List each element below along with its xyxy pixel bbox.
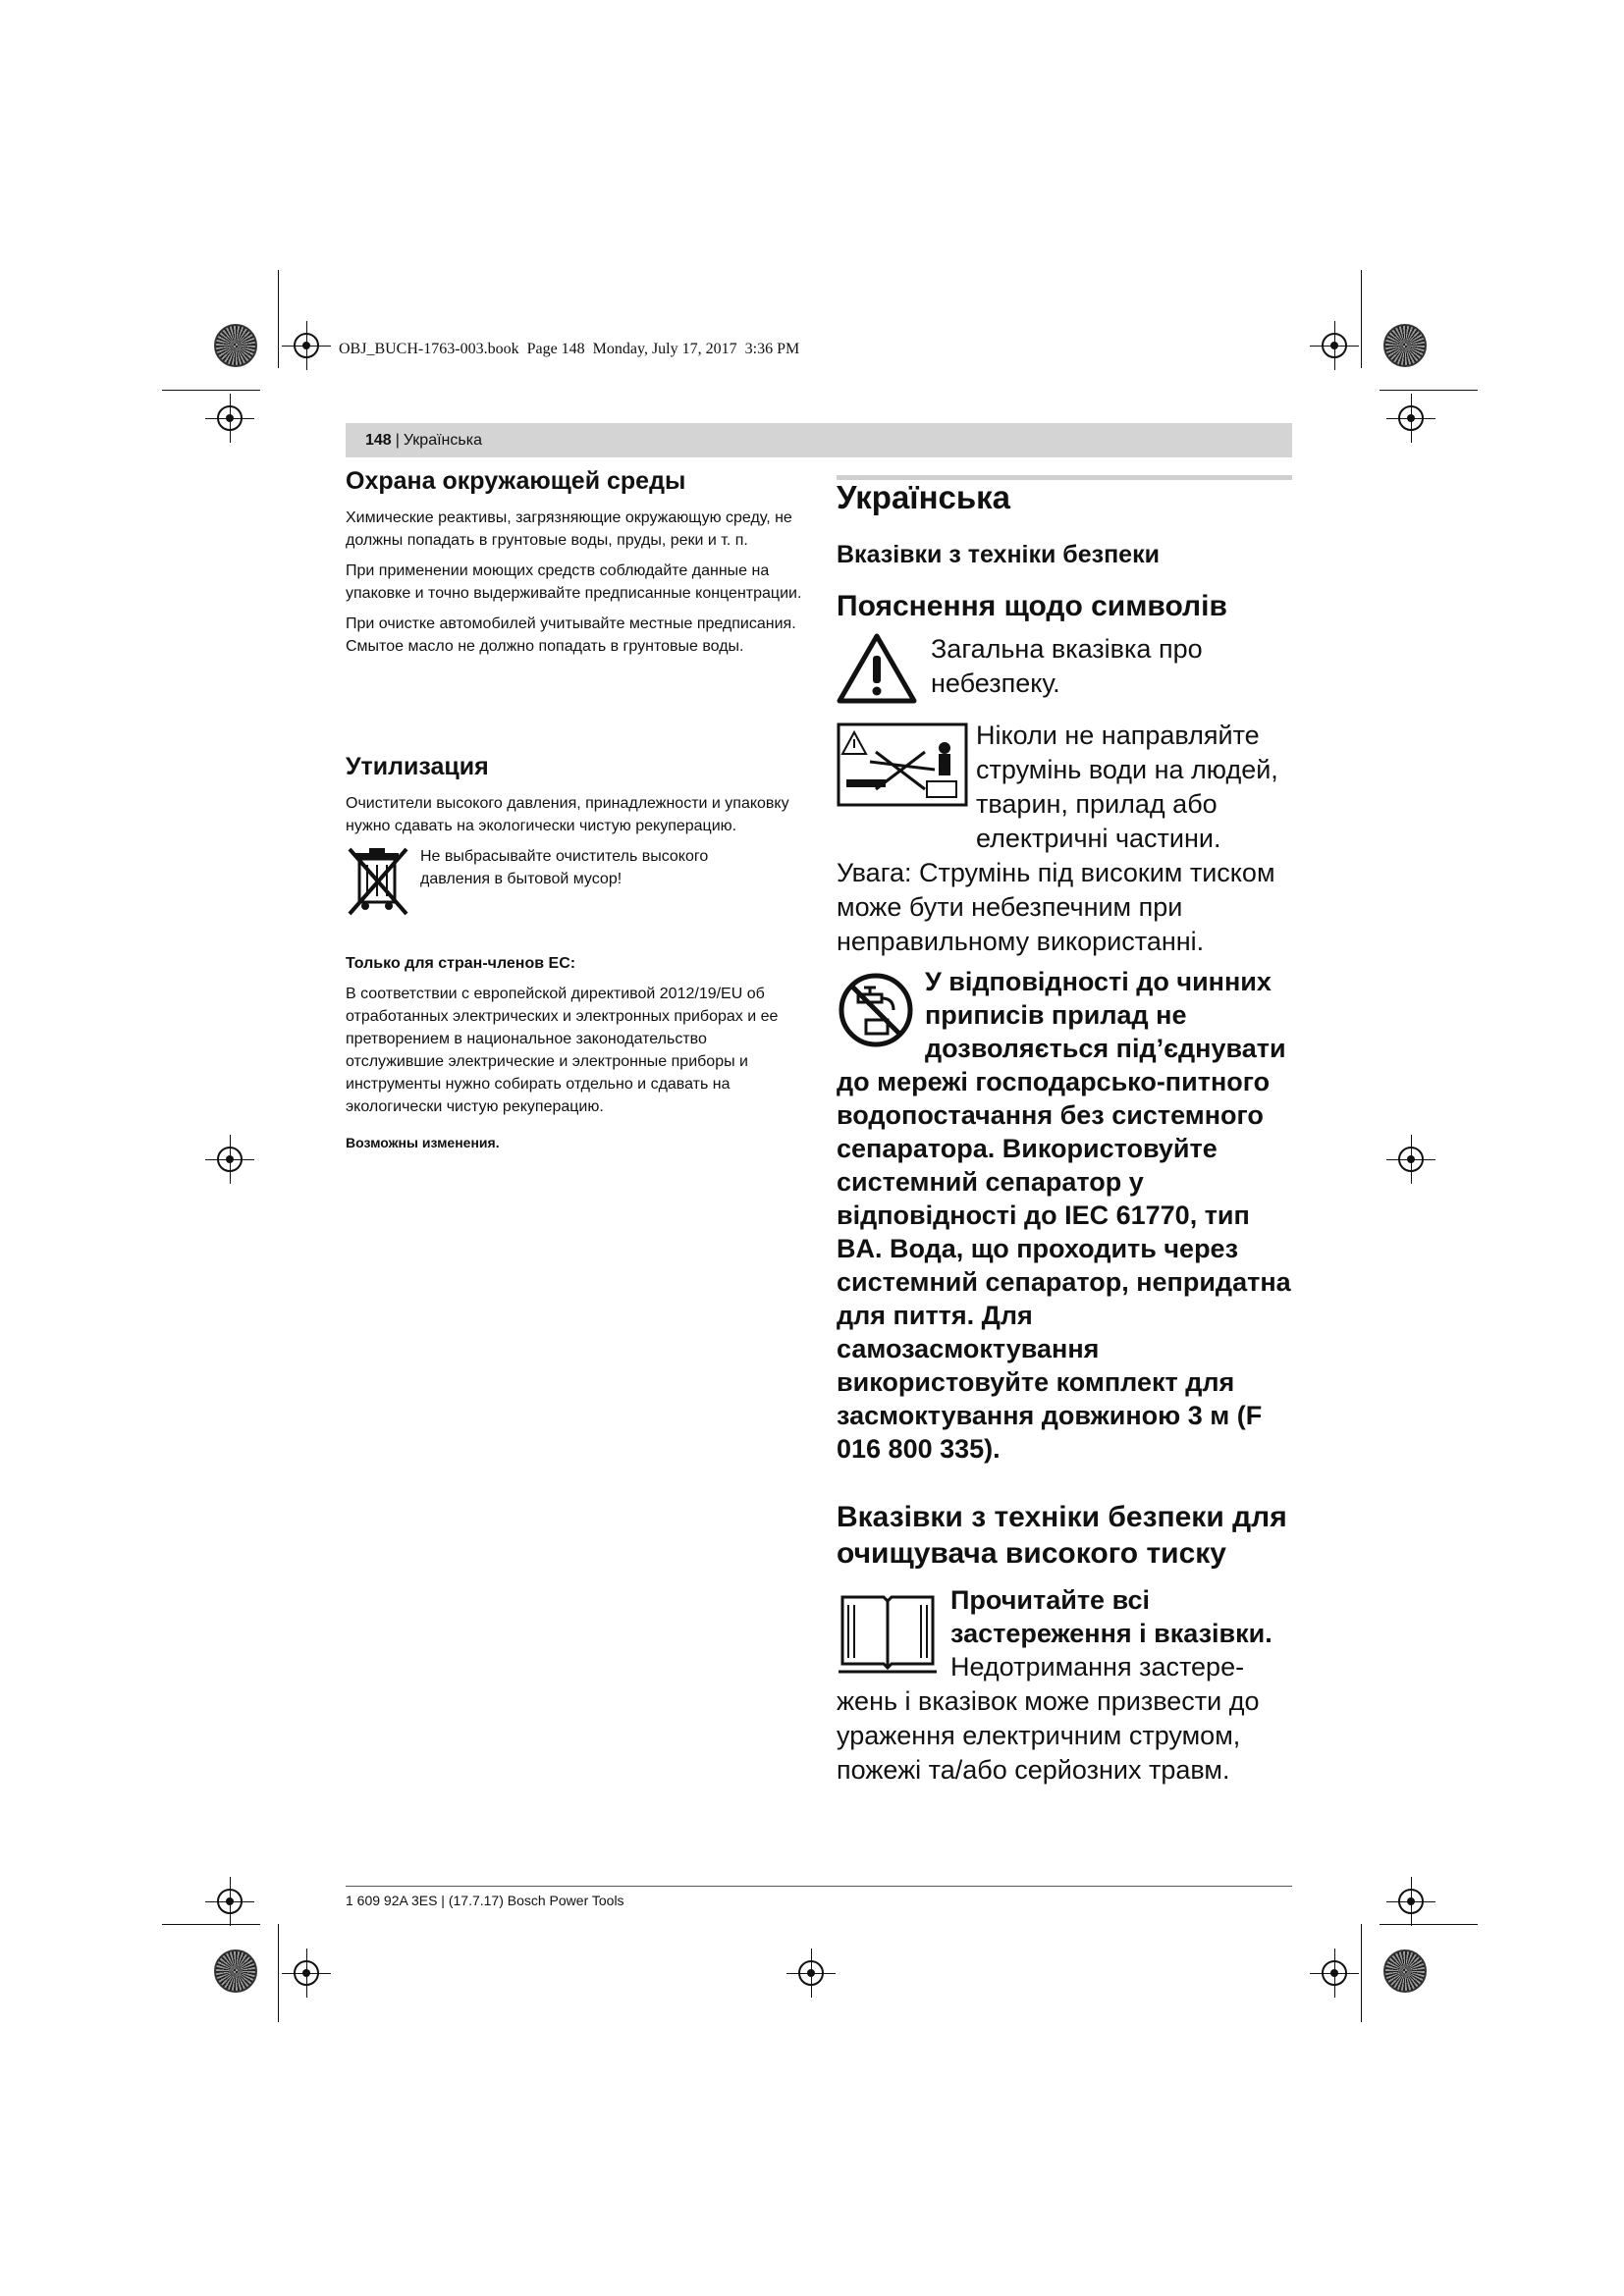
- read-warnings-body: жень і вказівок може призвести до ураження електричним струмом, пожежі та/або серйозних травм.: [837, 1686, 1260, 1785]
- crop-mark: [278, 1924, 279, 2022]
- read-warnings-bold: Прочитайте всі застереження і вказівки.: [950, 1585, 1272, 1648]
- manual-book-icon: [837, 1587, 939, 1678]
- eu-text: В соответствии с европейской директивой 2012/19/EU об отработанных электрических и электронных приборах и ее претворением в национальное законодательство отслужившие электрические и электронные приборы и инструменты нужно собирать отдельно и сдавать на экологически чистую рекуперацию.: [346, 986, 779, 1115]
- page-header: 148 | Українська: [346, 423, 1292, 457]
- cleaner-safety-title: Вказівки з техніки безпеки для очищувача високого тиску: [837, 1501, 1287, 1570]
- environment-paragraph: При применении моющих средств соблюдайте данные на упаковке и точно выдерживайте предписанные концентрации.: [346, 562, 802, 602]
- changes-note: Возможны изменения.: [346, 1135, 500, 1150]
- color-rosette-icon: [214, 1949, 257, 1993]
- crop-mark: [162, 1924, 260, 1925]
- no-drinking-water-icon: [837, 971, 915, 1049]
- color-rosette-icon: [1383, 324, 1427, 367]
- crop-mark: [278, 270, 279, 368]
- symbols-title: Пояснення щодо символів: [837, 590, 1227, 622]
- header-language: Українська: [403, 431, 482, 449]
- read-warnings-head: Недотримання застере-: [950, 1652, 1245, 1682]
- registration-mark-icon: [217, 405, 243, 431]
- water-notice-head: У відповідності до чинних приписів прилад не дозволяється під’єднувати: [925, 967, 1286, 1063]
- bin-warning-text: Не выбрасывайте очиститель высокого давления в бытовой мусор!: [420, 848, 709, 887]
- eu-title: Только для стран-членов ЕС:: [346, 955, 576, 972]
- color-rosette-icon: [1383, 1949, 1427, 1993]
- safety-title: Вказівки з техніки безпеки: [837, 541, 1160, 568]
- crop-mark: [162, 390, 260, 391]
- registration-mark-icon: [217, 1889, 243, 1914]
- no-spray-text: Ніколи не направляйте струмінь води на людей, тварин, прилад або електричні частини.: [976, 721, 1278, 853]
- registration-mark-icon: [217, 1147, 243, 1172]
- warning-triangle-icon: [837, 632, 917, 705]
- no-spray-label-icon: [837, 722, 968, 807]
- environment-paragraph: Химические реактивы, загрязняющие окружающую среду, не должны попадать в грунтовые воды, пруды, реки и т. п.: [346, 509, 792, 549]
- registration-mark-icon: [1322, 333, 1347, 358]
- print-info: OBJ_BUCH-1763-003.book Page 148 Monday, July 17, 2017 3:36 PM: [339, 341, 800, 357]
- page-number: 148: [365, 431, 392, 449]
- general-warning-text: Загальна вказівка про небезпеку.: [931, 634, 1203, 698]
- registration-mark-icon: [294, 333, 319, 358]
- water-notice-body: до мережі господарсько-питного водопостачання без системного сепаратора. Використовуйте системний сепаратор у відповідності до IEC 61770, тип BA. Вода, що проходить через системний сепаратор, непридатна для пиття. Для самозасмоктування використовуйте комплект для засмоктування довжиною 3 м (F 016 800 335).: [837, 1067, 1291, 1464]
- registration-mark-icon: [1322, 1960, 1347, 1986]
- crop-mark: [1380, 390, 1478, 391]
- disposal-paragraph: Очистители высокого давления, принадлежности и упаковку нужно сдавать на экологически чистую рекуперацию.: [346, 795, 789, 834]
- disposal-section: [346, 751, 807, 1162]
- registration-mark-icon: [798, 1960, 824, 1986]
- crossed-bin-icon: [346, 845, 410, 923]
- footer-rule: [346, 1886, 1292, 1887]
- environment-title: Охрана окружающей среды: [346, 467, 686, 495]
- footer-text: 1 609 92A 3ES | (17.7.17) Bosch Power Tools: [346, 1893, 624, 1908]
- attention-text: Увага: Струмінь під високим тиском може бути небезпечним при неправильному використанні.: [837, 858, 1275, 956]
- disposal-title: Утилизация: [346, 753, 489, 780]
- crop-mark: [1361, 1924, 1362, 2022]
- registration-mark-icon: [294, 1960, 319, 1986]
- registration-mark-icon: [1398, 1147, 1424, 1172]
- environment-paragraph: При очистке автомобилей учитывайте местные предписания. Смытое масло не должно попадать в грунтовые воды.: [346, 615, 796, 655]
- registration-mark-icon: [1398, 1889, 1424, 1914]
- ukrainian-section: [837, 478, 1296, 1788]
- registration-mark-icon: [1398, 405, 1424, 431]
- language-title: Українська: [837, 479, 1011, 515]
- crop-mark: [1380, 1924, 1478, 1925]
- color-rosette-icon: [214, 324, 257, 367]
- environment-section: [346, 465, 807, 666]
- crop-mark: [1361, 270, 1362, 368]
